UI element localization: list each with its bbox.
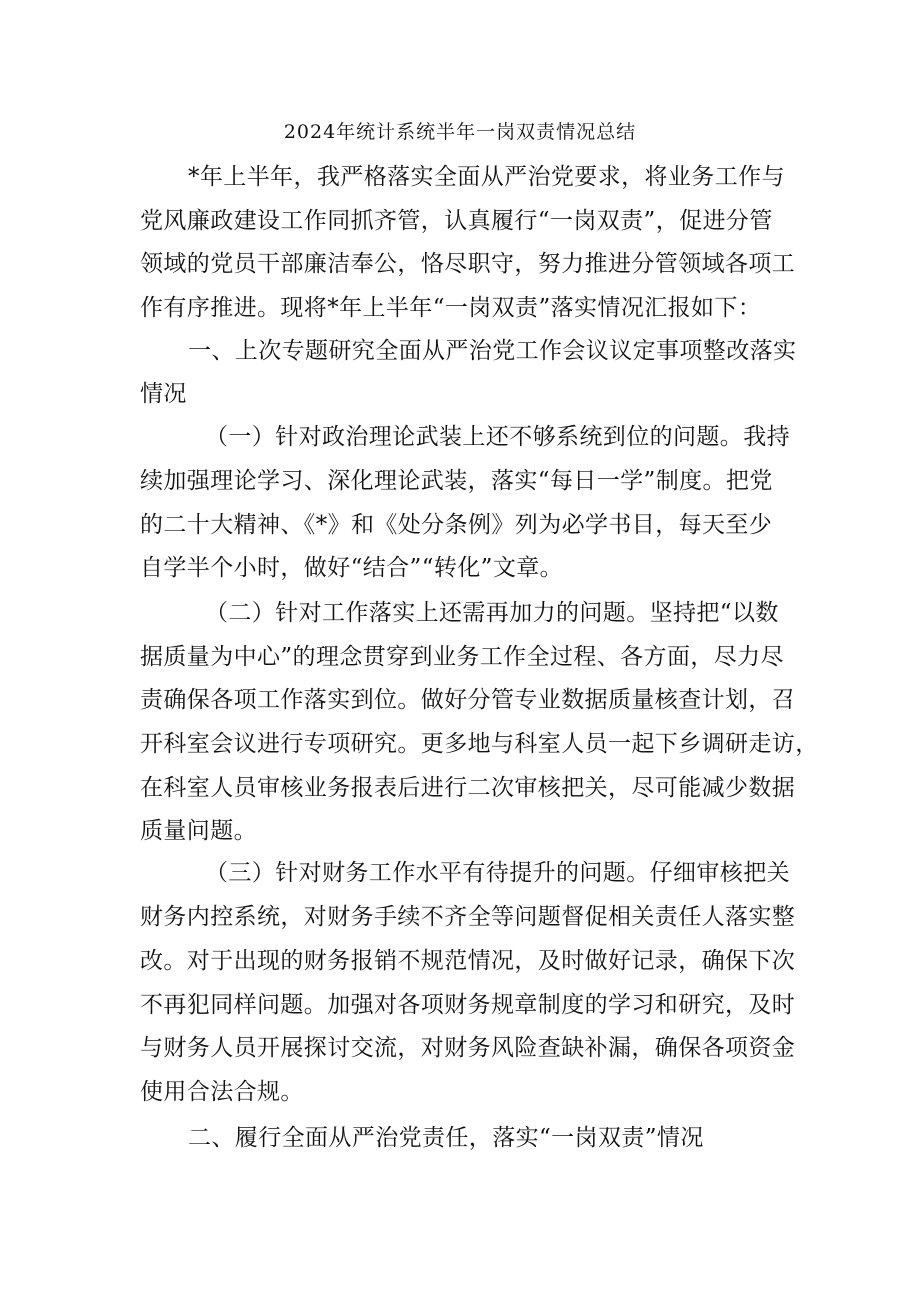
section-heading: 一、上次专题研究全面从严治党工作会议议定事项整改落实 (188, 338, 797, 364)
paragraph-line: 作有序推进。现将*年上半年“一岗双责”落实情况汇报如下： (140, 295, 762, 321)
paragraph-line: 责确保各项工作落实到位。做好分管专业数据质量核查计划，召 (140, 687, 796, 713)
paragraph-line: 自学半个小时，做好“结合”“转化”文章。 (140, 555, 564, 581)
paragraph-line: *年上半年，我严格落实全面从严治党要求，将业务工作与 (188, 164, 785, 190)
paragraph-line: 质量问题。 (140, 818, 257, 844)
paragraph-line: 在科室人员审核业务报表后进行二次审核把关，尽可能减少数据 (140, 775, 796, 801)
paragraph-line: 与财务人员开展探讨交流，对财务风险查缺补漏，确保各项资金 (140, 1035, 796, 1061)
paragraph-line: 不再犯同样问题。加强对各项财务规章制度的学习和研究，及时 (140, 992, 796, 1018)
section-heading-continuation: 情况 (140, 381, 187, 407)
paragraph-line: 财务内控系统，对财务手续不齐全等问题督促相关责任人落实整 (140, 904, 796, 930)
paragraph-line: （三）针对财务工作水平有待提升的问题。仔细审核把关 (205, 860, 790, 886)
paragraph-line: 改。对于出现的财务报销不规范情况，及时做好记录，确保下次 (140, 948, 796, 974)
paragraph-line: 的二十大精神、《*》和《处分条例》列为必学书目，每天至少 (140, 512, 773, 538)
paragraph-line: 党风廉政建设工作同抓齐管，认真履行“一岗双责”，促进分管 (140, 208, 773, 234)
paragraph-line: 据质量为中心”的理念贯穿到业务工作全过程、各方面，尽力尽 (140, 644, 784, 670)
paragraph-line: 续加强理论学习、深化理论武装，落实“每日一学”制度。把党 (140, 468, 773, 494)
paragraph-line: （二）针对工作落实上还需再加力的问题。坚持把“以数 (205, 600, 779, 626)
document-title: 2024年统计系统半年一岗双责情况总结 (283, 121, 637, 143)
paragraph-line: 使用合法合规。 (140, 1079, 304, 1105)
paragraph-line: 领域的党员干部廉洁奉公，恪尽职守，努力推进分管领域各项工 (140, 251, 796, 277)
section-heading: 二、履行全面从严治党责任，落实“一岗双责”情况 (188, 1125, 704, 1151)
paragraph-line: （一）针对政治理论武装上还不够系统到位的问题。我持 (205, 424, 790, 450)
paragraph-line: 开科室会议进行专项研究。更多地与科室人员一起下乡调研走访， (140, 731, 819, 757)
